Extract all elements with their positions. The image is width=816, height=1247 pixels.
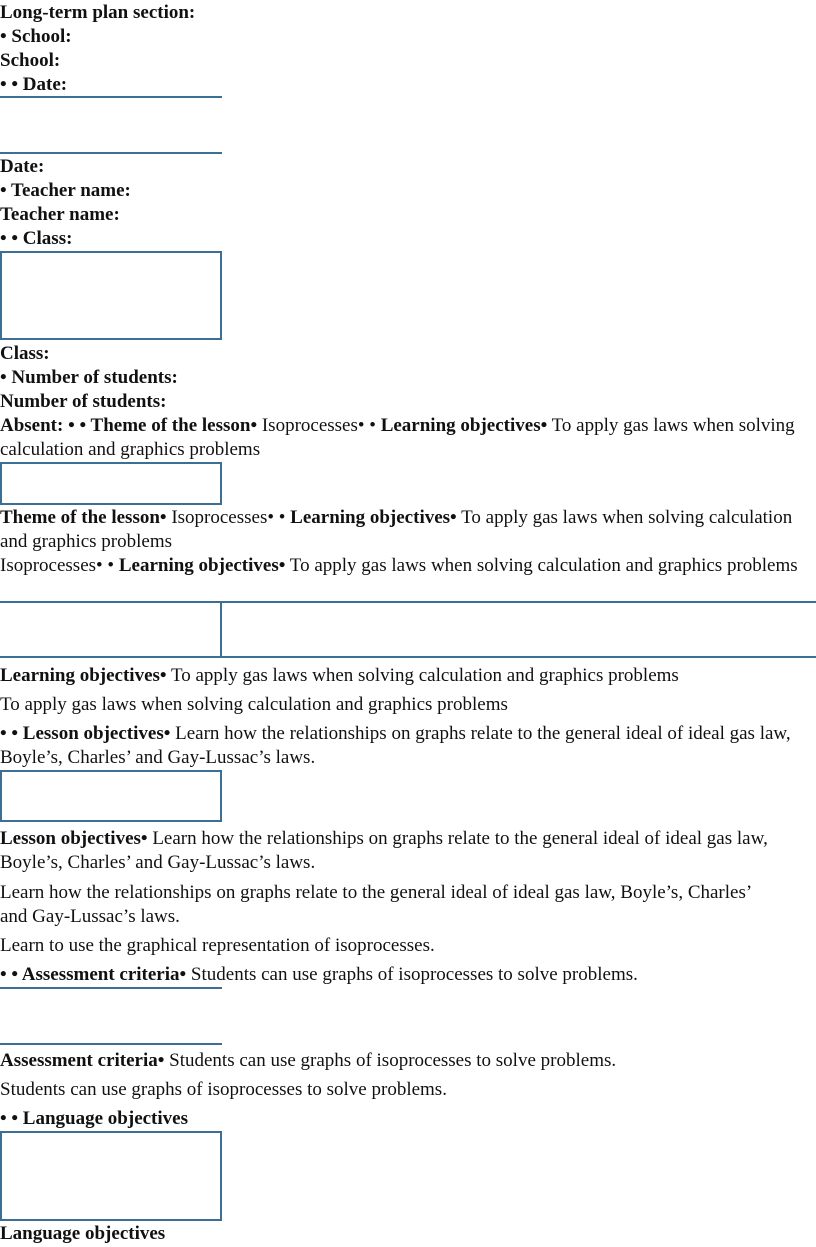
absent-field-box (0, 462, 222, 505)
learning-objectives-text: To apply gas laws when solving calculation and graphics problems (0, 694, 508, 715)
lesson-objectives-text: Learn how the relationships on graphs relate to the general ideal of ideal gas law, Boyle’s, Charles’ and Gay-Lussac’s laws. (0, 882, 751, 927)
isoprocesses-row: Isoprocesses• • Learning objectives• To apply gas laws when solving calculation and graphics problems (0, 555, 798, 576)
lesson-objectives-bullet-row: • • Lesson objectives• Learn how the relationships on graphs relate to the general ideal of ideal gas law, Boyle’s, Charles’ and Gay-Lussac’s laws. (0, 723, 791, 768)
assessment-criteria-bullet-row: • • Assessment criteria• Students can use graphs of isoprocesses to solve problems. (0, 964, 638, 985)
language-objectives-label: Language objectives (0, 1223, 166, 1244)
absent-row: Absent: • • Theme of the lesson• Isoprocesses• • Learning objectives• To apply gas laws when solving calculation and graphics problems (0, 415, 795, 460)
learning-objectives-row: Learning objectives• To apply gas laws when solving calculation and graphics problems (0, 665, 679, 686)
teacher-bullet-label: • Teacher name: (0, 180, 131, 201)
graphical-representation-text: Learn to use the graphical representation of isoprocesses. (0, 935, 435, 956)
school-bullet-label: • School: (0, 26, 72, 47)
number-of-students-label: Number of students: (0, 391, 167, 412)
language-objectives-field-box (0, 1131, 222, 1221)
assessment-criteria-row: Assessment criteria• Students can use graphs of isoprocesses to solve problems. (0, 1050, 617, 1071)
date-field-box (0, 96, 222, 154)
language-objectives-bullet-label: • • Language objectives (0, 1108, 188, 1129)
date-label: Date: (0, 156, 45, 177)
long-term-plan-heading: Long-term plan section: (0, 2, 196, 23)
assessment-criteria-text: Students can use graphs of isoprocesses to solve problems. (0, 1079, 447, 1100)
assessment-field-box (0, 987, 222, 1045)
school-label: School: (0, 50, 61, 71)
date-bullet-label: • • Date: (0, 74, 68, 95)
theme-table-row (0, 601, 816, 658)
table-cell-divider (220, 603, 222, 656)
class-bullet-label: • • Class: (0, 228, 73, 249)
lesson-objectives-field-box (0, 770, 222, 822)
class-field-box (0, 251, 222, 340)
lesson-objectives-row: Lesson objectives• Learn how the relationships on graphs relate to the general ideal of ideal gas law, Boyle’s, Charles’ and Gay-Lussac’s laws. (0, 828, 768, 873)
number-of-students-bullet-label: • Number of students: (0, 367, 178, 388)
class-label: Class: (0, 343, 50, 364)
teacher-name-label: Teacher name: (0, 204, 120, 225)
theme-row: Theme of the lesson• Isoprocesses• • Learning objectives• To apply gas laws when solving calculation and graphics problems (0, 507, 793, 552)
